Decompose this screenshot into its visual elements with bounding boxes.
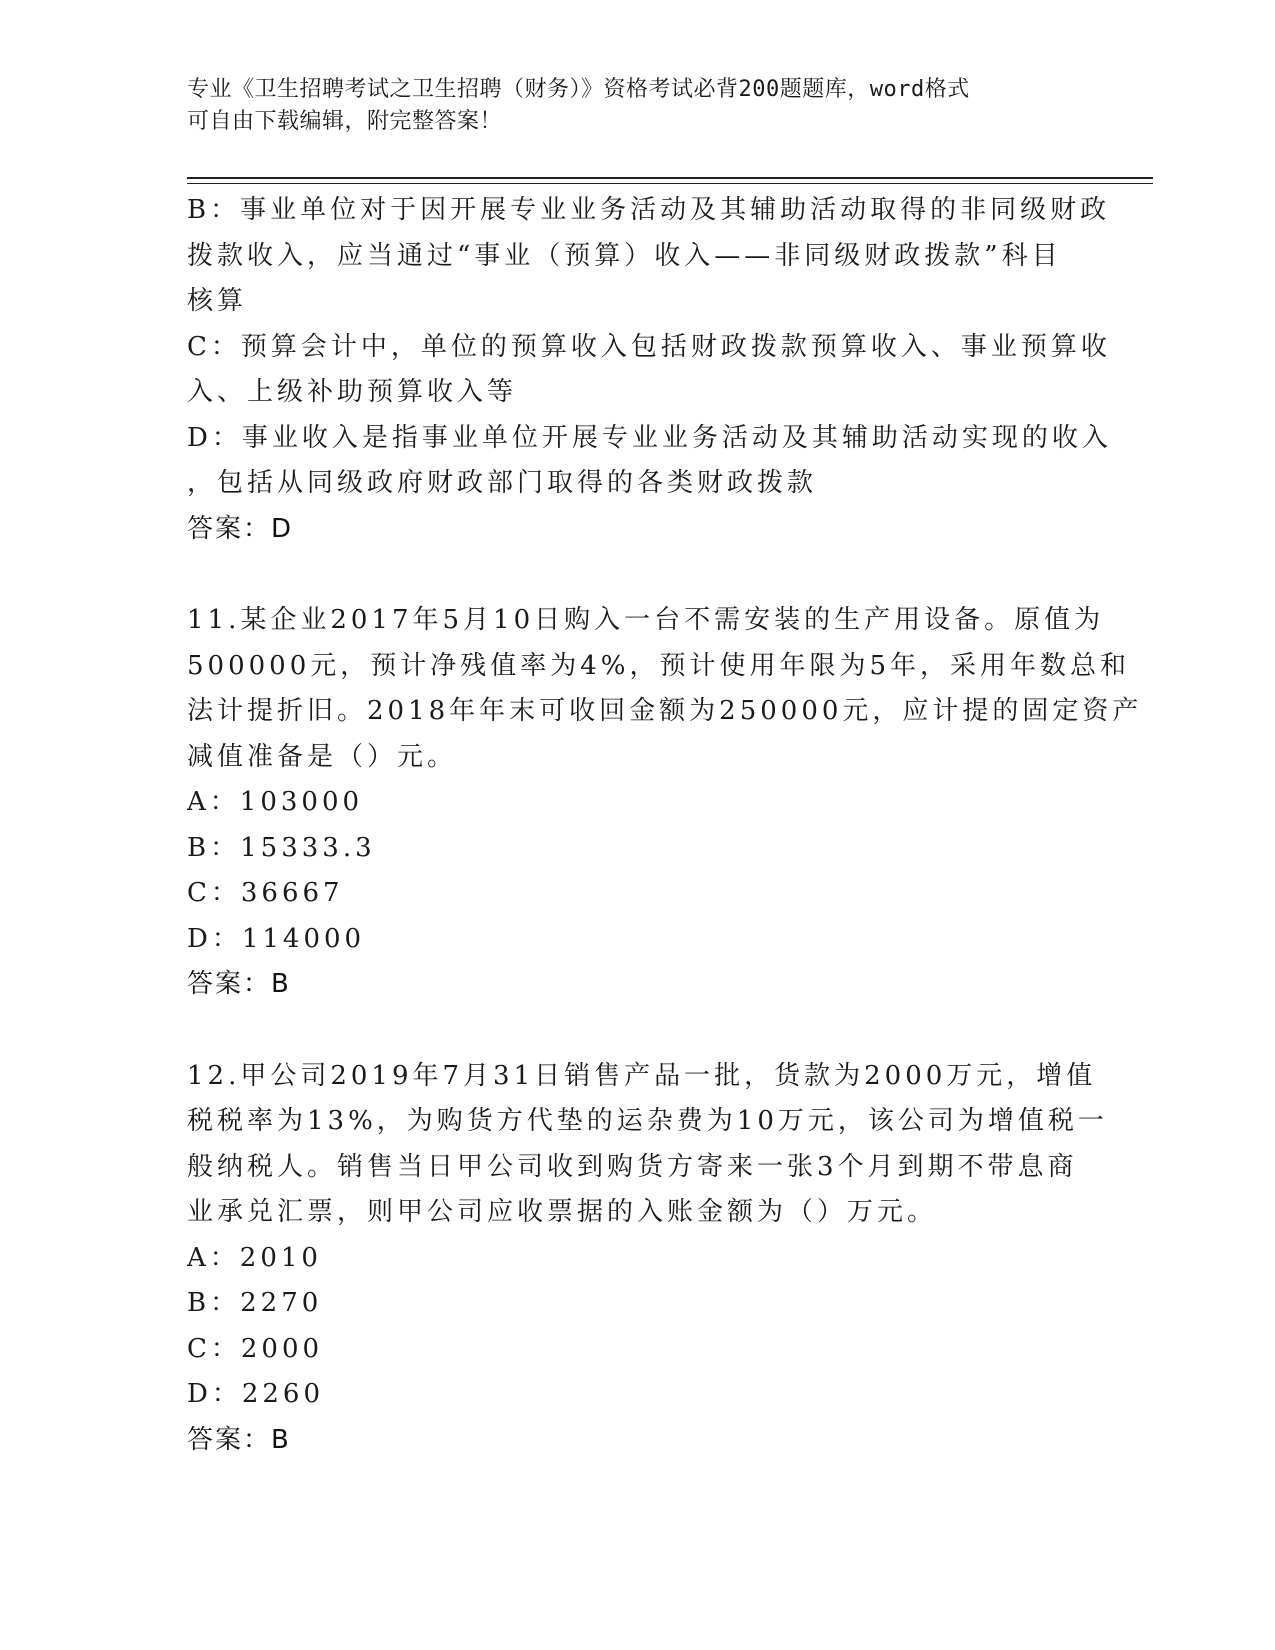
q11-option-d: D：114000 xyxy=(187,923,366,954)
spacer xyxy=(187,552,1087,598)
q12-option-a: A：2010 xyxy=(187,1242,322,1273)
stem-text-line: 500000元，预计净残值率为4%，预计使用年限为5年，采用年数总和 xyxy=(187,650,1131,681)
q12-stem xyxy=(187,1054,1108,1236)
option-text-line: 入、上级补助预算收入等 xyxy=(187,377,518,407)
stem-text-line: 减值准备是（）元。 xyxy=(187,741,458,772)
option-text-line: D：事业收入是指事业单位开展专业业务活动及其辅助活动实现的收入 xyxy=(187,422,1112,453)
option-text-line: 拨款收入，应当通过“事业（预算）收入——非同级财政拨款”科目 xyxy=(187,240,1062,271)
document-header xyxy=(187,74,1067,138)
q11-option-c: C：36667 xyxy=(187,878,344,908)
q10-answer: 答案：D xyxy=(187,513,294,544)
header-divider-thin xyxy=(187,183,1153,184)
stem-text-line: 11.某企业2017年5月10日购入一台不需安装的生产用设备。原值为 xyxy=(187,605,1105,635)
q11-option-b: B：15333.3 xyxy=(187,832,376,863)
header-title-line-2: 可自由下载编辑，附完整答案！ xyxy=(187,109,503,134)
header-title-line-1: 专业《卫生招聘考试之卫生招聘（财务）》资格考试必背200题题库，word格式 xyxy=(187,77,970,102)
option-text-line: ，包括从同级政府财政部门取得的各类财政拨款 xyxy=(187,468,818,498)
q10-option-b xyxy=(187,188,1111,325)
q11-option-a: A：103000 xyxy=(187,787,364,817)
stem-text-line: 12.甲公司2019年7月31日销售产品一批，货款为2000万元，增值 xyxy=(187,1060,1097,1091)
option-text-line: B：事业单位对于因开展专业业务活动及其辅助活动取得的非同级财政 xyxy=(187,195,1111,225)
option-text-line: 核算 xyxy=(187,286,248,316)
q12-option-b: B：2270 xyxy=(187,1288,323,1318)
q12-option-c: C：2000 xyxy=(187,1333,324,1364)
q12-option-d: D：2260 xyxy=(187,1379,325,1409)
q11-answer: 答案：B xyxy=(187,969,291,999)
question-12-block xyxy=(187,1054,1108,1464)
stem-text-line: 税税率为13%，为购货方代垫的运杂费为10万元，该公司为增值税一 xyxy=(187,1106,1108,1136)
option-text-line: C：预算会计中，单位的预算收入包括财政拨款预算收入、事业预算收 xyxy=(187,331,1111,362)
q10-option-d xyxy=(187,416,1112,507)
spacer xyxy=(187,1008,1087,1054)
q11-stem xyxy=(187,598,1143,780)
q12-answer: 答案：B xyxy=(187,1424,291,1455)
stem-text-line: 法计提折旧。2018年年末可收回金额为250000元，应计提的固定资产 xyxy=(187,696,1143,726)
header-divider-thick xyxy=(187,177,1153,179)
question-10-block xyxy=(187,188,1112,552)
question-content xyxy=(187,188,1143,1463)
stem-text-line: 业承兑汇票，则甲公司应收票据的入账金额为（）万元。 xyxy=(187,1197,938,1227)
stem-text-line: 般纳税人。销售当日甲公司收到购货方寄来一张3个月到期不带息商 xyxy=(187,1151,1078,1182)
question-11-block xyxy=(187,598,1143,1008)
q10-option-c xyxy=(187,325,1111,416)
